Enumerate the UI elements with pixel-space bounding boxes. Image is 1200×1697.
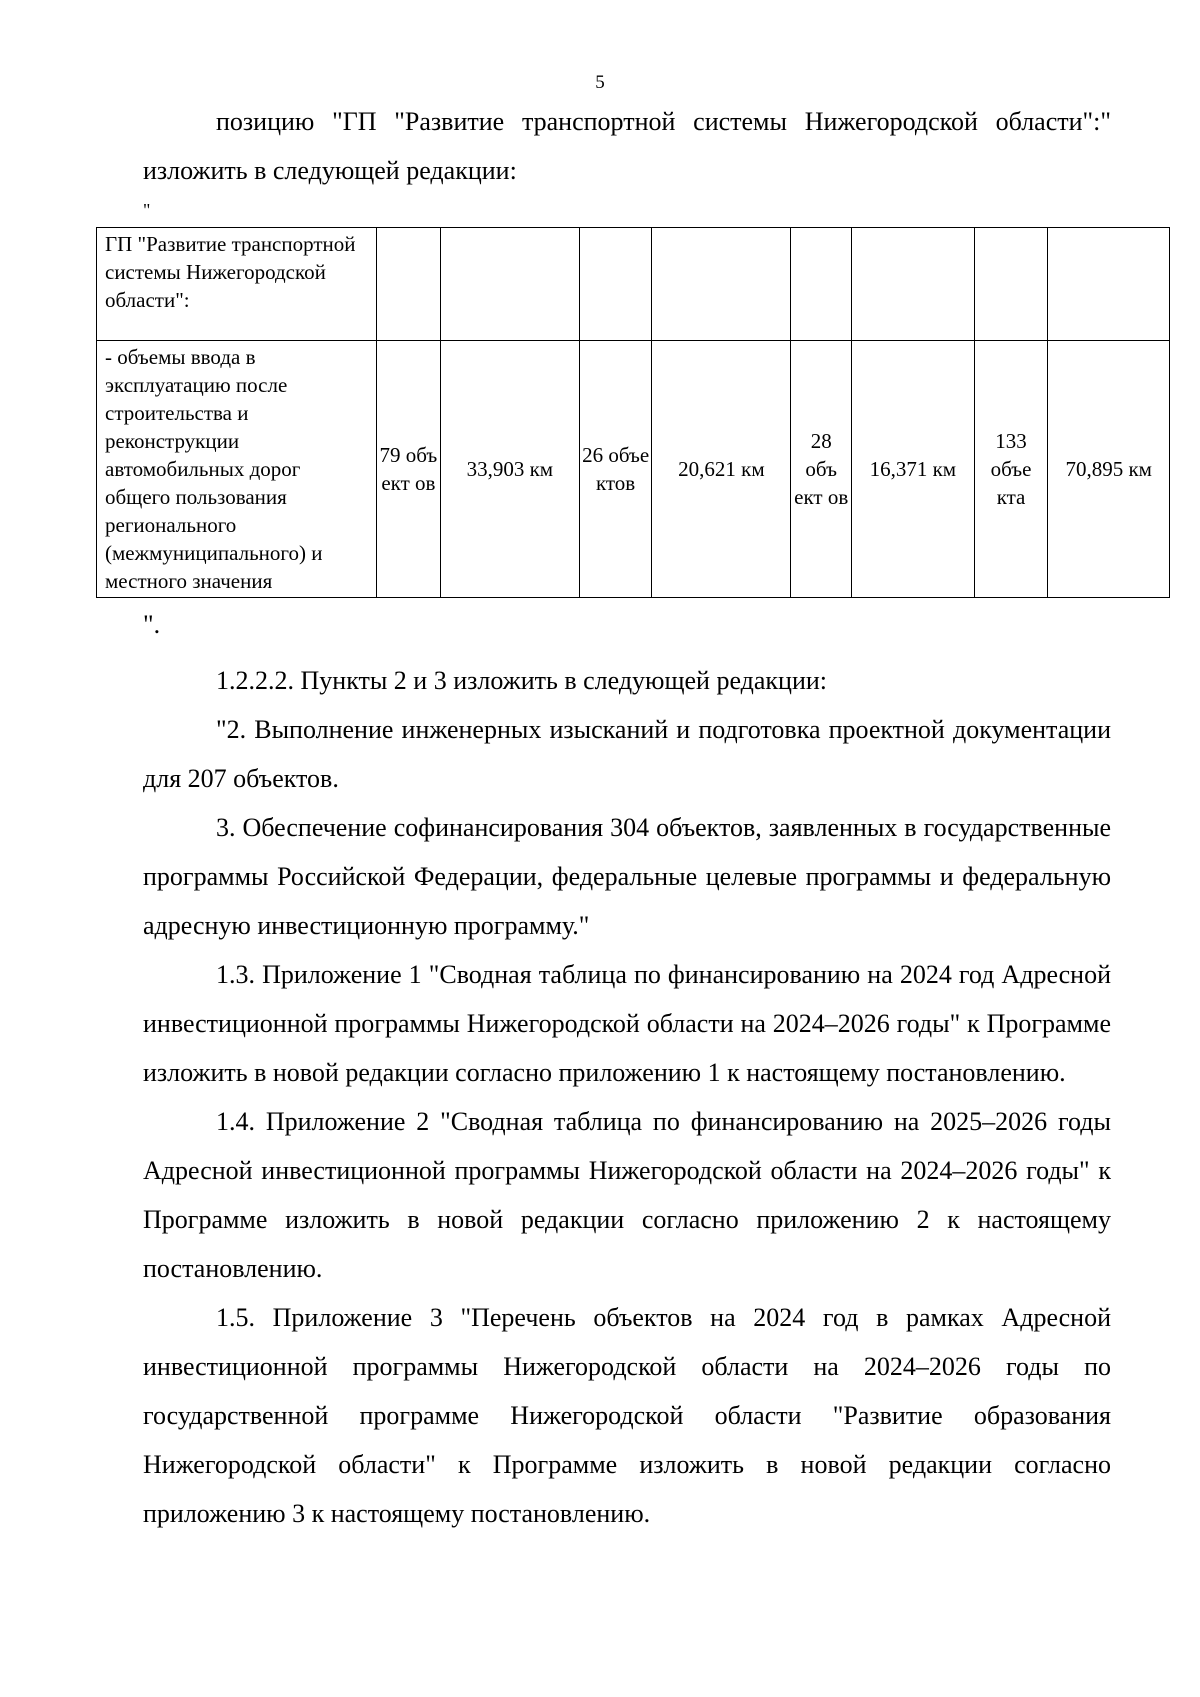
table-cell-length-km: 20,621 км <box>652 341 791 598</box>
paragraph: 1.2.2.2. Пункты 2 и 3 изложить в следующей редакции: <box>216 666 828 695</box>
table-cell-length-km: 16,371 км <box>852 341 975 598</box>
table-cell <box>791 228 852 341</box>
table-cell-objects-count: 79 объ ект ов <box>376 341 440 598</box>
paragraph: 1.3. Приложение 1 "Сводная таблица по финансированию на 2024 год Адресной инвестиционной программы Нижегородской области на 2024–2026 годы" к Программе изложить в новой редакции согласно приложению 1 к настоящему постановлению. <box>143 960 1111 1087</box>
table-cell <box>974 228 1048 341</box>
table-cell-indicator-name: - объемы ввода в эксплуатацию после строительства и реконструкции автомобильных дорог общего пользования регионального (межмуниципального) и местного значения <box>97 341 377 598</box>
quote-open-mark: " <box>143 200 151 220</box>
page-number: 5 <box>595 72 605 93</box>
table-cell-program-name: ГП "Развитие транспортной системы Нижегородской области": <box>97 228 377 341</box>
table-row <box>97 341 1170 598</box>
paragraph: "2. Выполнение инженерных изысканий и подготовка проектной документации для 207 объектов. <box>143 715 1111 793</box>
transport-program-table <box>96 227 1170 598</box>
table-cell <box>376 228 440 341</box>
intro-paragraph: позицию "ГП "Развитие транспортной системы Нижегородской области":" изложить в следующей редакции: <box>143 107 1111 185</box>
paragraph: 1.5. Приложение 3 "Перечень объектов на 2024 год в рамках Адресной инвестиционной программы Нижегородской области на 2024–2026 годы по государственной программе Нижегородской области "Развитие образования Нижегородской области" к Программе изложить в новой редакции согласно приложению 3 к настоящему постановлению. <box>143 1303 1111 1528</box>
table-cell <box>579 228 652 341</box>
table-cell-length-km: 33,903 км <box>440 341 579 598</box>
table-row <box>97 228 1170 341</box>
table-cell-objects-count: 133 объе кта <box>974 341 1048 598</box>
table-cell <box>440 228 579 341</box>
table-cell-length-km: 70,895 км <box>1048 341 1170 598</box>
quote-close-mark: ". <box>143 610 161 639</box>
paragraph: 3. Обеспечение софинансирования 304 объектов, заявленных в государственные программы Российской Федерации, федеральные целевые программы и федеральную адресную инвестиционную программу." <box>143 813 1111 940</box>
table-cell-objects-count: 28 объ ект ов <box>791 341 852 598</box>
table-cell <box>652 228 791 341</box>
paragraph: 1.4. Приложение 2 "Сводная таблица по финансированию на 2025–2026 годы Адресной инвестиционной программы Нижегородской области на 2024–2026 годы" к Программе изложить в новой редакции согласно приложению 2 к настоящему постановлению. <box>143 1107 1111 1283</box>
document-body <box>105 97 1152 1538</box>
table-cell-objects-count: 26 объе ктов <box>579 341 652 598</box>
table-cell <box>852 228 975 341</box>
table-cell <box>1048 228 1170 341</box>
